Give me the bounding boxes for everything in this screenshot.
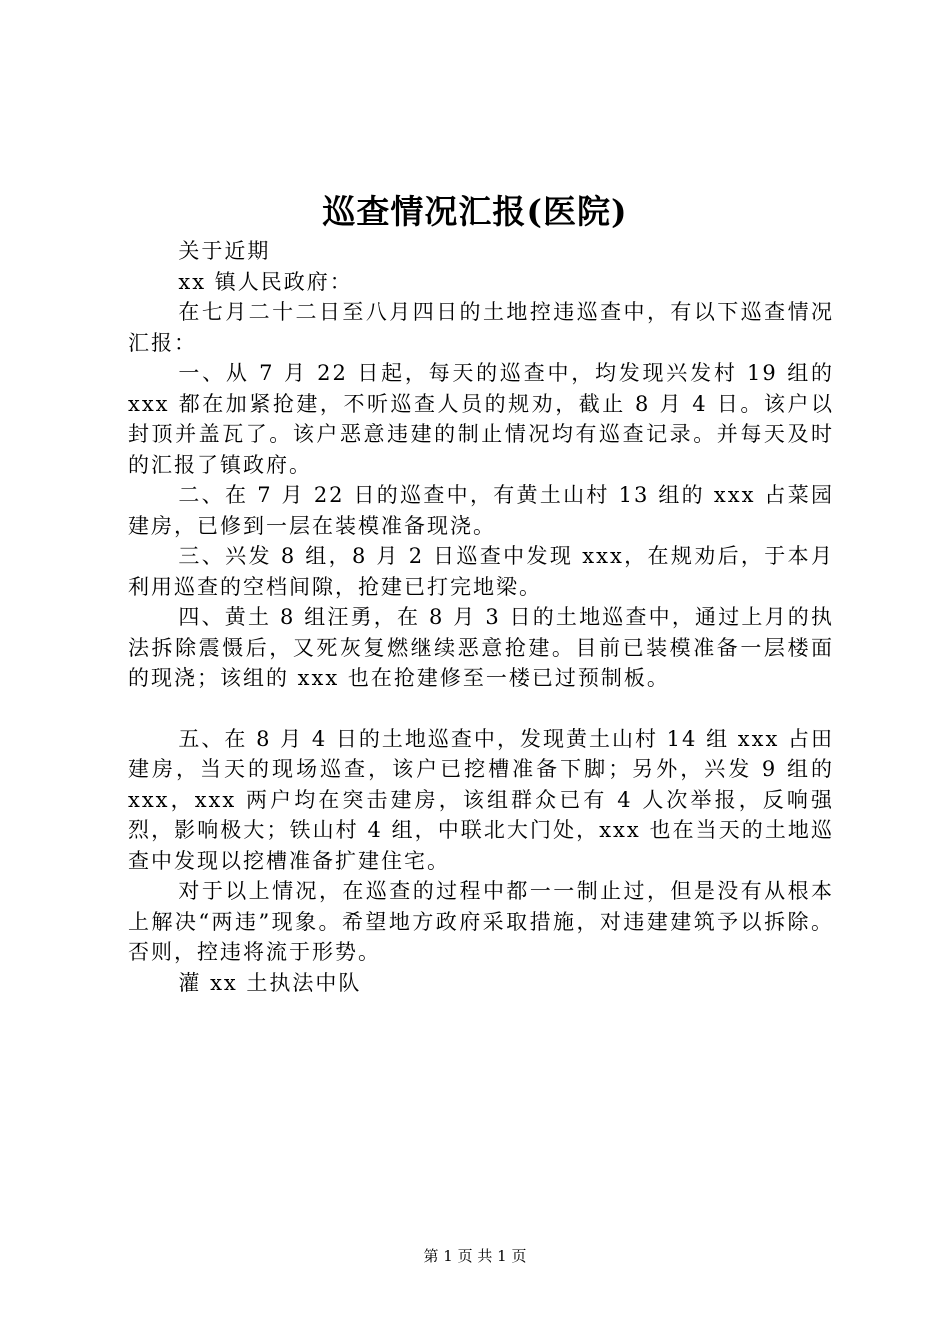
paragraph-signature: 灌 xx 土执法中队 [178,970,362,995]
document-title: 巡查情况汇报(医院) [322,192,628,231]
page-number: 第 1 页 共 1 页 [423,1247,527,1265]
paragraph-intro: 在七月二十二日至八月四日的土地控违巡查中，有以下巡查情况汇报： [128,300,834,355]
paragraph-recipient: xx 镇人民政府： [178,269,353,294]
paragraph-item-1: 一、从 7 月 22 日起，每天的巡查中，均发现兴发村 19 组的 xxx 都在加紧抢建，不听巡查人员的规劝，截止 8 月 4 日。该户以封顶并盖瓦了。该户恶意违建的制止情况均有巡查记录。并每天及时的汇报了镇政府。 [128,361,843,477]
paragraph-item-5: 五、在 8 月 4 日的土地巡查中，发现黄土山村 14 组 xxx 占田建房，当天的现场巡查，该户已挖槽准备下脚；另外，兴发 9 组的 xxx，xxx 两户均在突击建房，该组群众已有 4 人次举报，反响强烈，影响极大；铁山村 4 组，中联北大门处，xxx 也在当天的土地巡查中发现以挖槽准备扩建住宅。 [128,726,843,873]
document-body [128,236,843,998]
paragraph-subject: 关于近期 [178,239,271,263]
paragraph-item-2: 二、在 7 月 22 日的巡查中，有黄土山村 13 组的 xxx 占菜园建房，已修到一层在装模准备现浇。 [128,483,834,538]
paragraph-item-4: 四、黄土 8 组汪勇，在 8 月 3 日的土地巡查中，通过上月的执法拆除震慑后，又死灰复燃继续恶意抢建。目前已装模准备一层楼面的现浇；该组的 xxx 也在抢建修至一楼已过预制板。 [128,605,834,690]
paragraph-conclusion: 对于以上情况，在巡查的过程中都一一制止过，但是没有从根本上解决“两违”现象。希望地方政府采取措施，对违建建筑予以拆除。否则，控违将流于形势。 [128,879,834,964]
paragraph-item-3: 三、兴发 8 组，8 月 2 日巡查中发现 xxx，在规劝后，于本月利用巡查的空档间隙，抢建已打完地梁。 [128,544,834,599]
